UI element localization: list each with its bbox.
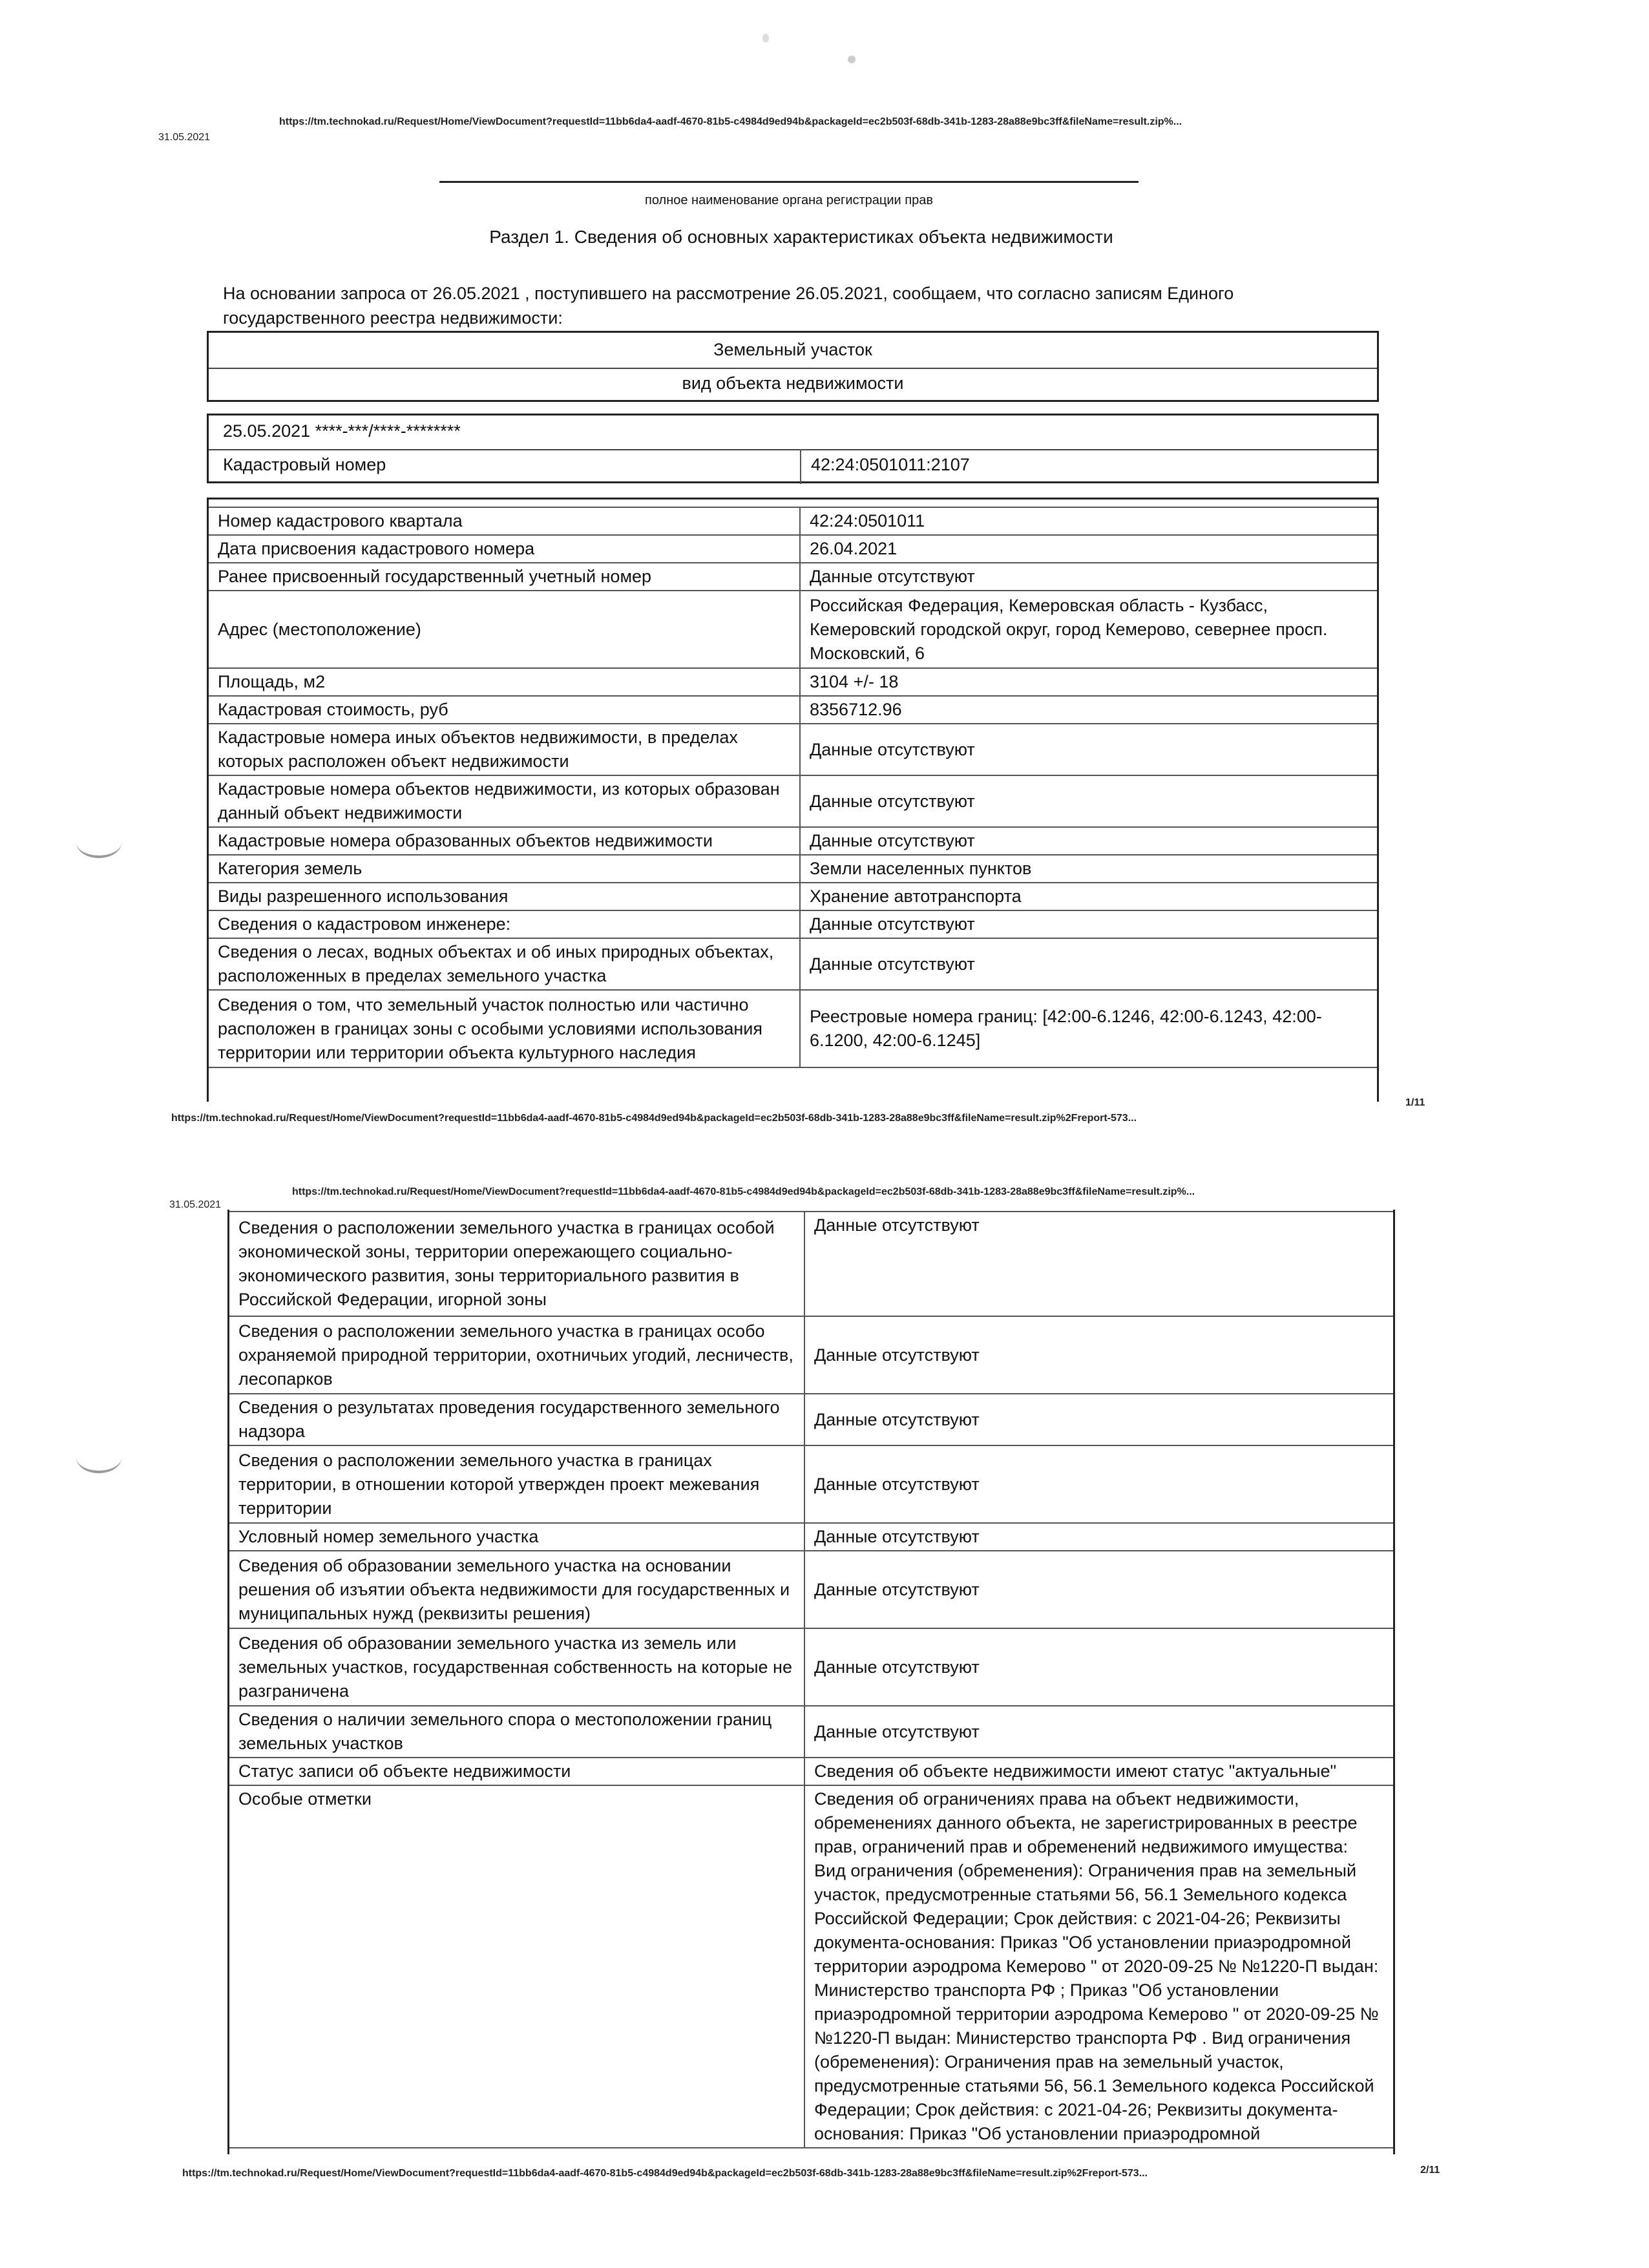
row-value: 8356712.96 [800, 696, 1377, 724]
table-row [209, 591, 1377, 668]
table-row [209, 910, 1377, 938]
print-date: 31.05.2021 [158, 132, 211, 143]
table-row [209, 724, 1377, 775]
table-right-border [1393, 1210, 1395, 2154]
row-label: Особые отметки [229, 1785, 804, 2148]
divider [209, 368, 1377, 369]
row-value: Сведения об ограничениях права на объект недвижимости, обременениях данного объекта, не зарегистрированных в реестре прав, ограничений прав и обременений недвижимого имущества: Вид ограничения (обременения): Ограничения прав на земельный участок, предусмотренные статьями 56, 56.1 Земельного кодекса Российской Федерации; Срок действия: с 2021-04-26; Реквизиты документа-основания: Приказ "Об установлении приаэродромной территории аэродрома Кемерово " от 2020-09-25 № №1220-П выдан: Министерство транспорта РФ ; Приказ "Об установлении приаэродромной территории аэродрома Кемерово " от 2020-09-25 № №1220-П выдан: Министерство транспорта РФ . Вид ограничения (обременения): Ограничения прав на земельный участок, предусмотренные статьями 56, 56.1 Земельного кодекса Российской Федерации; Срок действия: с 2021-04-26; Реквизиты документа-основания: Приказ "Об установлении приаэродромной [804, 1785, 1393, 2148]
divider [209, 449, 1377, 450]
row-label: Кадастровые номера объектов недвижимости, из которых образован данный объект недвижимости [209, 775, 800, 827]
row-label: Кадастровая стоимость, руб [209, 696, 800, 724]
row-value: Данные отсутствуют [804, 1551, 1393, 1628]
cadastral-value: 42:24:0501011:2107 [811, 455, 970, 474]
punch-hole-mark [76, 827, 121, 858]
registrar-underline [439, 181, 1139, 183]
row-value: Данные отсутствуют [804, 1445, 1393, 1523]
row-label: Дата присвоения кадастрового номера [209, 535, 800, 563]
table-row [209, 563, 1377, 591]
scan-speck [762, 34, 769, 43]
row-value: Данные отсутствуют [804, 1628, 1393, 1706]
row-value: Данные отсутствуют [804, 1523, 1393, 1551]
row-value: Хранение автотранспорта [800, 883, 1377, 910]
row-value: Данные отсутствуют [804, 1212, 1393, 1316]
row-label: Кадастровые номера иных объектов недвижимости, в пределах которых расположен объект недвижимости [209, 724, 800, 775]
row-value: Данные отсутствуют [800, 827, 1377, 855]
row-value: 3104 +/- 18 [800, 668, 1377, 696]
row-label: Категория земель [209, 855, 800, 883]
table-right-border [1377, 498, 1379, 1102]
print-url: https://tm.technokad.ru/Request/Home/ViewDocument?requestId=11bb6da4-aadf-4670-81b5-c4984d9ed94b&packageId=ec2b503f-68db-341b-1283-28a88e9bc3ff&fileName=result.zip%... [279, 116, 1182, 127]
table-top-border [207, 498, 1379, 499]
table-row [229, 1758, 1393, 1785]
print-url: https://tm.technokad.ru/Request/Home/ViewDocument?requestId=11bb6da4-aadf-4670-81b5-c4984d9ed94b&packageId=ec2b503f-68db-341b-1283-28a88e9bc3ff&fileName=result.zip%... [292, 1186, 1195, 1197]
row-value: Данные отсутствуют [800, 563, 1377, 591]
row-label: Сведения о лесах, водных объектах и об иных природных объектах, расположенных в пределах земельного участка [209, 938, 800, 990]
row-label: Площадь, м2 [209, 668, 800, 696]
row-label: Сведения о расположении земельного участка в границах территории, в отношении которой утвержден проект межевания территории [229, 1445, 804, 1523]
row-value: Данные отсутствуют [804, 1706, 1393, 1758]
row-value: Данные отсутствуют [804, 1316, 1393, 1394]
cadastral-box [207, 414, 1379, 483]
row-value: Земли населенных пунктов [800, 855, 1377, 883]
table-row [209, 668, 1377, 696]
characteristics-table-2 [229, 1211, 1393, 2148]
row-value: Российская Федерация, Кемеровская область - Кузбасс, Кемеровский городской округ, город Кемерово, севернее просп. Московский, 6 [800, 591, 1377, 668]
punch-hole-mark [76, 1442, 121, 1473]
row-label: Ранее присвоенный государственный учетный номер [209, 563, 800, 591]
cadastral-label: Кадастровый номер [223, 455, 386, 474]
row-value: 26.04.2021 [800, 535, 1377, 563]
row-label: Сведения о том, что земельный участок полностью или частично расположен в границах зоны с особыми условиями использования территории или территории объекта культурного наследия [209, 990, 800, 1067]
table-row [229, 1523, 1393, 1551]
table-row [229, 1316, 1393, 1394]
table-row [229, 1551, 1393, 1628]
page-number: 2/11 [1420, 2165, 1440, 2176]
table-row [209, 938, 1377, 990]
column-divider [800, 449, 801, 484]
row-value: 42:24:0501011 [800, 507, 1377, 535]
row-label: Сведения о расположении земельного участка в границах особо охраняемой природной территории, охотничьих угодий, лесничеств, лесопарков [229, 1316, 804, 1394]
row-label: Статус записи об объекте недвижимости [229, 1758, 804, 1785]
table-row [229, 1212, 1393, 1316]
intro-line-1: На основании запроса от 26.05.2021 , поступившего на рассмотрение 26.05.2021, сообщаем, что согласно записям Единого [223, 284, 1234, 303]
row-value: Данные отсутствуют [800, 938, 1377, 990]
table-row [209, 535, 1377, 563]
scan-speck [848, 56, 856, 63]
table-row [229, 1394, 1393, 1445]
footer-url: https://tm.technokad.ru/Request/Home/ViewDocument?requestId=11bb6da4-aadf-4670-81b5-c4984d9ed94b&packageId=ec2b503f-68db-341b-1283-28a88e9bc3ff&fileName=result.zip%2Freport-573... [171, 1113, 1137, 1124]
row-label: Адрес (местоположение) [209, 591, 800, 668]
table-row [229, 1628, 1393, 1706]
page-number: 1/11 [1405, 1097, 1425, 1108]
row-label: Виды разрешенного использования [209, 883, 800, 910]
row-value: Сведения об объекте недвижимости имеют статус "актуальные" [804, 1758, 1393, 1785]
row-label: Сведения об образовании земельного участка на основании решения об изъятии объекта недвижимости для государственных и муниципальных нужд (реквизиты решения) [229, 1551, 804, 1628]
table-row [209, 507, 1377, 535]
object-type-value: Земельный участок [713, 340, 872, 359]
print-date: 31.05.2021 [169, 1199, 222, 1210]
intro-line-2: государственного реестра недвижимости: [223, 308, 563, 328]
row-label: Кадастровые номера образованных объектов недвижимости [209, 827, 800, 855]
table-row [229, 1445, 1393, 1523]
row-label: Сведения о наличии земельного спора о местоположении границ земельных участков [229, 1706, 804, 1758]
row-label: Сведения о результатах проведения государственного земельного надзора [229, 1394, 804, 1445]
characteristics-table-1 [209, 507, 1377, 1068]
object-type-box [207, 331, 1379, 402]
table-row [209, 827, 1377, 855]
table-row [209, 883, 1377, 910]
object-type-caption: вид объекта недвижимости [682, 373, 904, 393]
table-row [209, 696, 1377, 724]
table-row [209, 990, 1377, 1067]
row-value: Данные отсутствуют [800, 724, 1377, 775]
section-title: Раздел 1. Сведения об основных характеристиках объекта недвижимости [489, 227, 1113, 247]
row-value: Данные отсутствуют [804, 1394, 1393, 1445]
table-row [209, 775, 1377, 827]
table-row [229, 1706, 1393, 1758]
row-label: Условный номер земельного участка [229, 1523, 804, 1551]
footer-url: https://tm.technokad.ru/Request/Home/ViewDocument?requestId=11bb6da4-aadf-4670-81b5-c4984d9ed94b&packageId=ec2b503f-68db-341b-1283-28a88e9bc3ff&fileName=result.zip%2Freport-573... [182, 2168, 1148, 2179]
table-row [229, 1785, 1393, 2148]
registrar-caption: полное наименование органа регистрации прав [645, 193, 933, 207]
row-label: Сведения о расположении земельного участка в границах особой экономической зоны, территории опережающего социально-экономического развития, зоны территориального развития в Российской Федерации, игорной зоны [229, 1212, 804, 1316]
record-line: 25.05.2021 ****-***/****-******** [223, 421, 461, 441]
row-label: Сведения об образовании земельного участка из земель или земельных участков, государственная собственность на которые не разграничена [229, 1628, 804, 1706]
row-label: Номер кадастрового квартала [209, 507, 800, 535]
row-label: Сведения о кадастровом инженере: [209, 910, 800, 938]
row-value: Реестровые номера границ: [42:00-6.1246, 42:00-6.1243, 42:00-6.1200, 42:00-6.1245] [800, 990, 1377, 1067]
table-row [209, 855, 1377, 883]
row-value: Данные отсутствуют [800, 910, 1377, 938]
row-value: Данные отсутствуют [800, 775, 1377, 827]
